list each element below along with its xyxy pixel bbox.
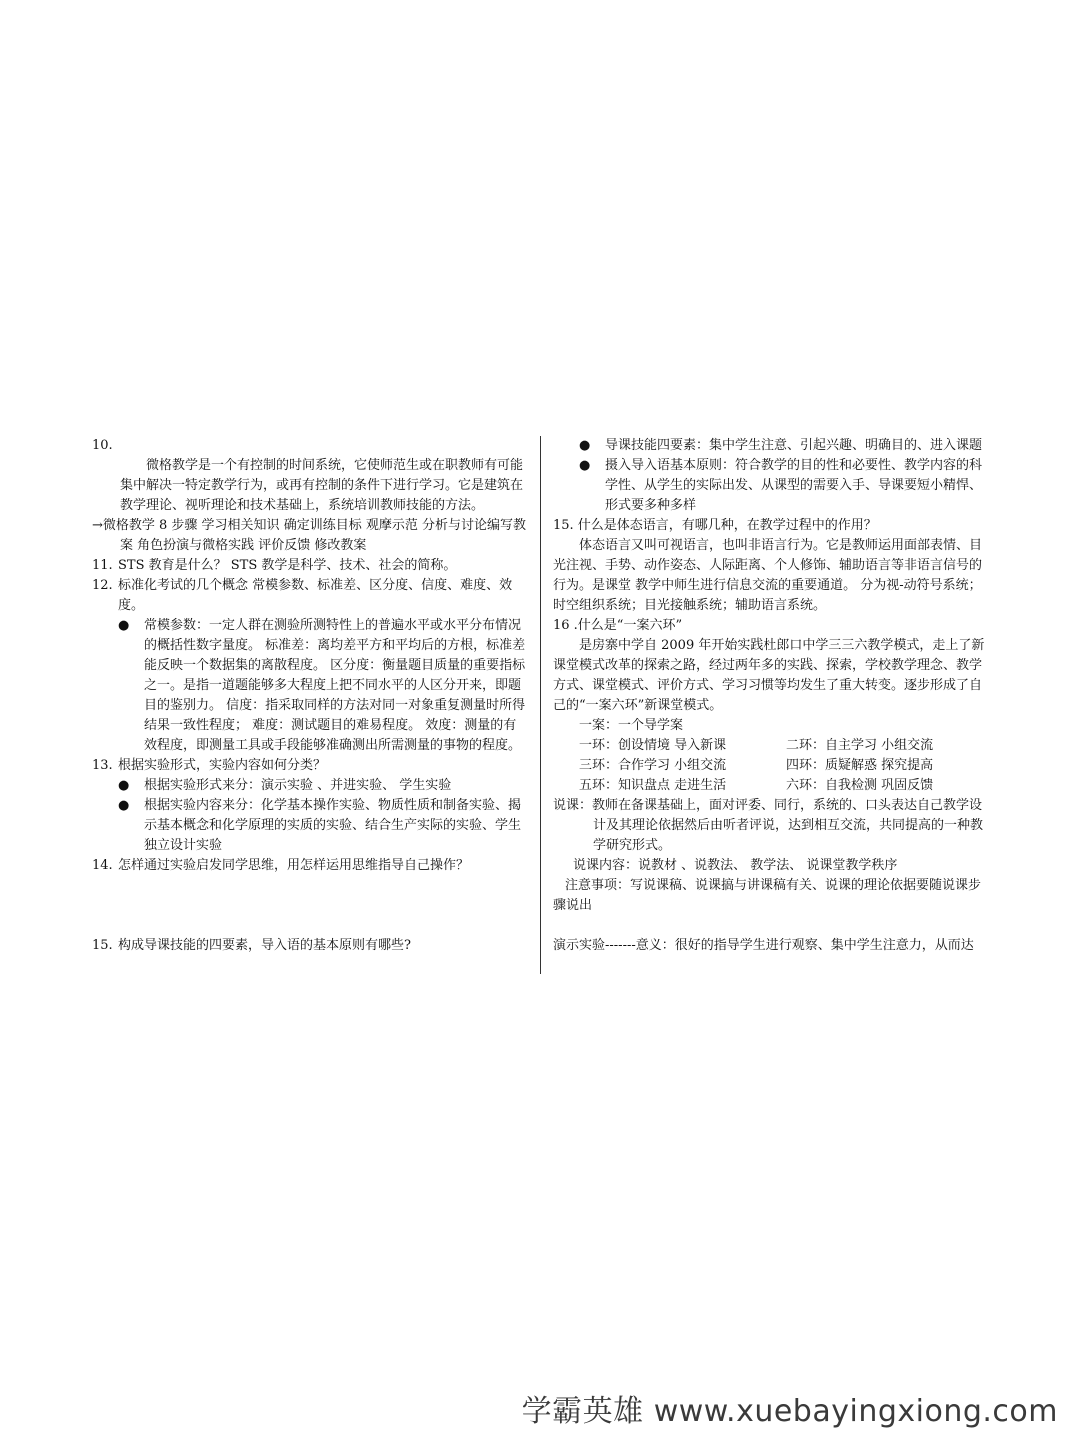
q13-number: 13. [92, 758, 113, 773]
q12-bullet [92, 616, 528, 756]
q13-bullet-1-text: 根据实验形式来分：演示实验 、并进实验、 学生实验 [144, 778, 452, 793]
right-bullet-2-text: 摄入导入语基本原则：符合教学的目的性和必要性、教学内容的科学性、从学生的实际出发、从课型的需要入手、导课要短小精悍、形式要多种多样 [605, 458, 983, 513]
q15-item [92, 936, 528, 956]
q13-bullet-2-text: 根据实验内容来分：化学基本操作实验、物质性质和制备实验、揭示基本概念和化学原理的实质的实验、结合生产实际的实验、学生独立设计实验 [144, 798, 522, 853]
right-bullet-1-text: 导课技能四要素：集中学生注意、引起兴趣、明确目的、进入课题 [605, 438, 983, 453]
huan-2: 二环：自主学习 小组交流 [786, 738, 934, 753]
q14-item [92, 856, 528, 876]
shuoke-content: 说课内容：说教材 、说教法、 教学法、 说课堂教学秩序 [573, 858, 898, 873]
q13-bullet-1 [92, 776, 528, 796]
q12-text: 标准化考试的几个概念 常模参数、标准差、区分度、信度、难度、效度。 [118, 578, 513, 613]
right-bullet-2 [553, 456, 993, 516]
shuoke-notes: 注意事项：写说课稿、说课搞与讲课稿有关、说课的理论依据要随说课步骤说出 [553, 878, 982, 913]
bullet-icon: ● [118, 798, 130, 813]
q13-text: 根据实验形式，实验内容如何分类？ [118, 758, 327, 773]
bullet-icon: ● [118, 778, 130, 793]
yanshi-line: 演示实验-------意义：很好的指导学生进行观察、集中学生注意力，从而达 [553, 938, 974, 953]
q13-item [92, 756, 528, 776]
q11-item [92, 556, 528, 576]
q15-number: 15. [92, 938, 113, 953]
right-column [553, 436, 993, 956]
shuoke-definition: 说课：教师在备课基础上，面对评委、同行，系统的、口头表达自己教学设计及其理论依据然后由听者评说，达到相互交流，共同提高的一种教学研究形式。 [553, 798, 984, 853]
huan-row-1 [553, 736, 993, 756]
q14-number: 14. [92, 858, 113, 873]
q16-title: 16 .什么是“一案六环” [553, 618, 683, 633]
bullet-icon: ● [579, 438, 591, 453]
column-divider [540, 436, 541, 974]
q13-bullet-2 [92, 796, 528, 856]
huan-6: 六环：自我检测 巩固反馈 [786, 778, 934, 793]
q15-text: 构成导课技能的四要素，导入语的基本原则有哪些? [118, 938, 411, 953]
right-bullet-1 [553, 436, 993, 456]
spacer [553, 916, 993, 936]
q12-bullet-text: 常模参数：一定人群在测验所测特性上的普遍水平或水平分布情况的概括性数字量度。 标准差：离均差平方和平均后的方根，标准差能反映一个数据集的离散程度。 区分度：衡量题目质量的重要指标之一。是指一道题能够多大程度上把不同水平的人区分开来，即题目的鉴别力。 信度：指采取同样的方法对同一对象重复测量时所得结果一致性程度； 难度：测试题目的难易程度。 效度：测量的有效程度，即测量工具或手段能够准确测出所需测量的事物的程度。 [144, 618, 526, 753]
q15-body-language-title: 15. 什么是体态语言，有哪几种，在教学过程中的作用？ [553, 518, 877, 533]
q10-definition [92, 456, 528, 516]
yian-line: 一案：一个导学案 [579, 718, 684, 733]
bullet-icon: ● [579, 458, 591, 473]
q10-definition-text: 微格教学是一个有控制的时间系统，它使师范生或在职教师有可能集中解决一特定教学行为，或再有控制的条件下进行学习。它是建筑在教学理论、视听理论和技术基础上，系统培训教师技能的方法。 [120, 458, 524, 513]
huan-row-3 [553, 776, 993, 796]
q12-number: 12. [92, 578, 113, 593]
q12-item [92, 576, 528, 616]
huan-4: 四环：质疑解惑 探究提高 [786, 758, 934, 773]
q10-number: 10. [92, 438, 113, 453]
huan-1: 一环：创设情境 导入新课 [579, 738, 727, 753]
q10-steps: →微格教学 8 步骤 学习相关知识 确定训练目标 观摩示范 分析与讨论编写教案 角色扮演与微格实践 评价反馈 修改教案 [92, 518, 526, 553]
q16-text: 是房寨中学自 2009 年开始实践杜郎口中学三三六教学模式，走上了新课堂模式改革的探索之路，经过两年多的实践、探索，学校教学理念、教学方式、课堂模式、评价方式、学习习惯等均发生了重大转变。逐步形成了自己的“一案六环”新课堂模式。 [553, 638, 985, 713]
huan-3: 三环：合作学习 小组交流 [579, 758, 727, 773]
q11-number: 11. [92, 558, 113, 573]
bullet-icon: ● [118, 618, 130, 633]
huan-row-2 [553, 756, 993, 776]
q11-text: STS 教育是什么？ STS 教学是科学、技术、社会的简称。 [118, 558, 457, 573]
watermark-text: 学霸英雄 www.xuebayingxiong.com [521, 1394, 1058, 1429]
left-column [92, 436, 528, 956]
q15-body-language-text: 体态语言又叫可视语言，也叫非语言行为。它是教师运用面部表情、目光注视、手势、动作姿态、人际距离、个人修饰、辅助语言等非语言信号的行为。是课堂 教学中师生进行信息交流的重要通道。 分为视-动符号系统；时空组织系统；目光接触系统；辅助语言系统。 [553, 538, 983, 613]
huan-5: 五环：知识盘点 走进生活 [579, 778, 727, 793]
spacer [92, 876, 528, 936]
q14-text: 怎样通过实验启发同学思维，用怎样运用思维指导自己操作？ [118, 858, 470, 873]
